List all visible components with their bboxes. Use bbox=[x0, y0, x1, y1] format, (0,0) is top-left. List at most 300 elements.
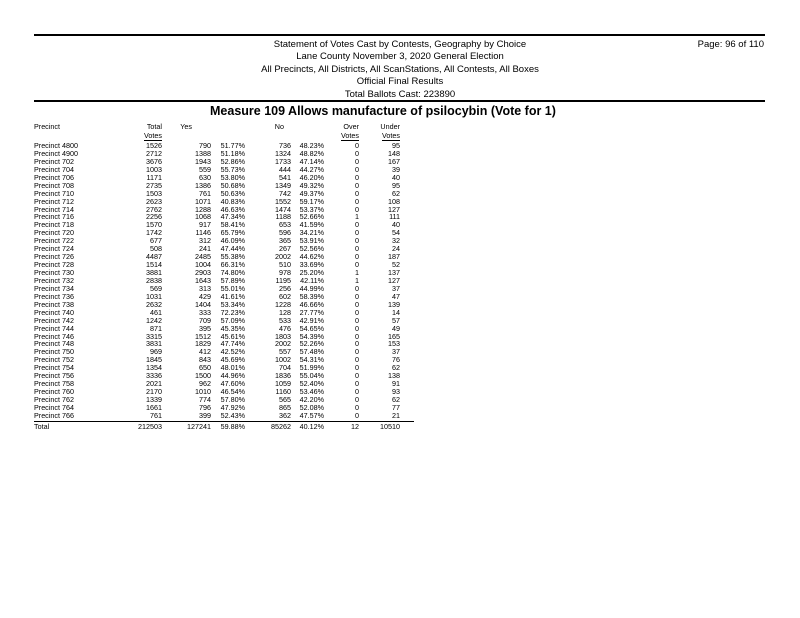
cell-yes-pct: 51.77% bbox=[220, 141, 245, 150]
cell-no-pct: 53.46% bbox=[299, 387, 324, 397]
cell-total: 2735 bbox=[146, 180, 162, 190]
cell-precinct: Precinct 744 bbox=[34, 323, 74, 333]
cell-yes-pct: 58.41% bbox=[220, 220, 245, 230]
cell-yes: 1068 bbox=[195, 212, 211, 222]
results-table bbox=[34, 120, 414, 431]
cell-yes-pct: 52.86% bbox=[220, 156, 245, 166]
cell-yes: 709 bbox=[199, 315, 211, 325]
cell-over: 0 bbox=[355, 339, 359, 349]
cell-total: 2256 bbox=[146, 212, 162, 222]
cell-under: 187 bbox=[388, 252, 400, 262]
cell-over: 0 bbox=[355, 410, 359, 420]
cell-yes-pct: 42.52% bbox=[220, 347, 245, 357]
cell-total: 1339 bbox=[146, 395, 162, 404]
cell-over: 0 bbox=[355, 196, 359, 206]
cell-total: 3315 bbox=[146, 331, 162, 341]
cell-no: 1836 bbox=[275, 371, 291, 381]
cell-no-pct: 25.20% bbox=[299, 268, 324, 277]
cell-no-pct: 47.14% bbox=[299, 156, 324, 166]
cell-over: 1 bbox=[355, 275, 359, 285]
cell-no-pct: 42.11% bbox=[300, 275, 324, 285]
cell-precinct: Precinct 4800 bbox=[34, 141, 78, 150]
total-ballots: Total Ballots Cast: 223890 bbox=[344, 88, 456, 100]
cell-under: 137 bbox=[388, 268, 400, 277]
cell-total: 1514 bbox=[146, 260, 162, 270]
cell-precinct: Precinct 710 bbox=[34, 188, 74, 198]
cell-no-pct: 54.65% bbox=[299, 323, 324, 333]
cell-under: 76 bbox=[392, 355, 400, 365]
cell-yes: 399 bbox=[199, 410, 211, 420]
cell-over: 0 bbox=[355, 156, 359, 166]
cell-no-pct: 49.32% bbox=[299, 180, 324, 190]
cell-yes-pct: 47.74% bbox=[220, 339, 245, 349]
cell-yes: 1010 bbox=[195, 387, 211, 397]
cell-yes: 395 bbox=[199, 323, 211, 333]
cell-no-pct: 33.69% bbox=[299, 260, 324, 270]
cell-yes: 1388 bbox=[195, 148, 211, 158]
cell-yes: 1500 bbox=[195, 371, 211, 381]
cell-precinct: Precinct 702 bbox=[34, 156, 74, 166]
page-number: Page: 96 of 110 bbox=[697, 39, 764, 50]
col-over-line2: Votes bbox=[341, 131, 359, 140]
cell-no-pct: 57.48% bbox=[299, 347, 324, 357]
cell-no: 1324 bbox=[275, 148, 291, 158]
cell-yes: 790 bbox=[199, 141, 211, 150]
cell-total: 4487 bbox=[146, 252, 162, 262]
cell-over: 0 bbox=[355, 236, 359, 246]
cell-yes: 843 bbox=[199, 355, 211, 365]
cell-no-pct: 46.66% bbox=[299, 299, 324, 309]
cell-yes: 796 bbox=[199, 402, 211, 412]
cell-no-pct: 42.91% bbox=[299, 315, 324, 325]
table-header bbox=[34, 120, 414, 142]
cell-no: 704 bbox=[279, 363, 291, 373]
cell-total: 2838 bbox=[146, 275, 162, 285]
cell-precinct: Precinct 746 bbox=[34, 331, 74, 341]
cell-yes: 962 bbox=[199, 379, 211, 389]
cell-over: 0 bbox=[355, 371, 359, 381]
contest-title: Measure 109 Allows manufacture of psilocybin (Vote for 1) bbox=[210, 104, 556, 118]
cell-no-pct: 44.62% bbox=[299, 252, 324, 262]
cell-yes: 1829 bbox=[195, 339, 211, 349]
cell-precinct: Precinct 762 bbox=[34, 395, 74, 404]
cell-total: 508 bbox=[150, 244, 162, 254]
cell-no: 736 bbox=[279, 141, 291, 150]
cell-no-pct: 47.57% bbox=[299, 410, 324, 420]
cell-no: 256 bbox=[279, 283, 291, 293]
cell-no: 510 bbox=[279, 260, 291, 270]
cell-under: 62 bbox=[392, 188, 400, 198]
cell-over: 0 bbox=[355, 402, 359, 412]
cell-total: 2762 bbox=[146, 204, 162, 214]
total-under: 10510 bbox=[380, 421, 400, 431]
cell-yes: 1004 bbox=[195, 260, 211, 270]
cell-no: 1803 bbox=[275, 331, 291, 341]
cell-yes: 333 bbox=[199, 307, 211, 317]
cell-total: 871 bbox=[150, 323, 162, 333]
cell-under: 95 bbox=[392, 141, 400, 150]
cell-under: 62 bbox=[392, 395, 400, 404]
cell-over: 0 bbox=[355, 323, 359, 333]
cell-no: 742 bbox=[279, 188, 291, 198]
cell-yes: 2485 bbox=[195, 252, 211, 262]
cell-no-pct: 55.04% bbox=[299, 371, 324, 381]
cell-precinct: Precinct 750 bbox=[34, 347, 74, 357]
cell-yes-pct: 55.38% bbox=[220, 252, 245, 262]
cell-under: 32 bbox=[392, 236, 400, 246]
cell-over: 0 bbox=[355, 180, 359, 190]
cell-over: 0 bbox=[355, 164, 359, 174]
cell-yes: 313 bbox=[199, 283, 211, 293]
header-rule bbox=[34, 100, 765, 102]
cell-precinct: Precinct 732 bbox=[34, 275, 74, 285]
cell-under: 24 bbox=[392, 244, 400, 254]
cell-under: 62 bbox=[392, 363, 400, 373]
cell-no-pct: 27.77% bbox=[299, 307, 324, 317]
cell-yes: 559 bbox=[199, 164, 211, 174]
cell-no: 565 bbox=[279, 395, 291, 404]
cell-total: 677 bbox=[150, 236, 162, 246]
cell-under: 148 bbox=[388, 148, 400, 158]
cell-over: 0 bbox=[355, 228, 359, 238]
cell-yes: 1404 bbox=[195, 299, 211, 309]
cell-under: 127 bbox=[388, 204, 400, 214]
cell-no-pct: 42.20% bbox=[299, 395, 324, 404]
cell-under: 52 bbox=[392, 260, 400, 270]
cell-total: 2170 bbox=[146, 387, 162, 397]
cell-yes-pct: 53.34% bbox=[220, 299, 245, 309]
cell-no-pct: 52.56% bbox=[299, 244, 324, 254]
cell-over: 0 bbox=[355, 331, 359, 341]
cell-over: 0 bbox=[355, 379, 359, 389]
cell-no: 444 bbox=[279, 164, 291, 174]
cell-precinct: Precinct 758 bbox=[34, 379, 74, 389]
cell-over: 0 bbox=[355, 260, 359, 270]
cell-under: 93 bbox=[392, 387, 400, 397]
cell-no: 602 bbox=[279, 291, 291, 301]
cell-total: 1003 bbox=[146, 164, 162, 174]
cell-yes: 630 bbox=[199, 172, 211, 182]
cell-yes: 650 bbox=[199, 363, 211, 373]
cell-yes: 1512 bbox=[195, 331, 211, 341]
cell-yes: 1643 bbox=[195, 275, 211, 285]
cell-total: 1661 bbox=[146, 402, 162, 412]
cell-under: 37 bbox=[392, 347, 400, 357]
cell-under: 95 bbox=[392, 180, 400, 190]
cell-total: 969 bbox=[150, 347, 162, 357]
cell-no: 1552 bbox=[275, 196, 291, 206]
cell-over: 0 bbox=[355, 244, 359, 254]
col-total-line1: Total bbox=[146, 122, 162, 131]
cell-under: 138 bbox=[388, 371, 400, 381]
cell-under: 40 bbox=[392, 172, 400, 182]
cell-yes-pct: 55.01% bbox=[220, 283, 245, 293]
cell-precinct: Precinct 4900 bbox=[34, 148, 78, 158]
cell-precinct: Precinct 726 bbox=[34, 252, 74, 262]
cell-yes: 761 bbox=[199, 188, 211, 198]
cell-no: 1002 bbox=[275, 355, 291, 365]
total-over: 12 bbox=[351, 421, 359, 431]
total-votes: 212503 bbox=[138, 421, 162, 431]
cell-no: 865 bbox=[279, 402, 291, 412]
cell-under: 111 bbox=[389, 212, 400, 222]
cell-under: 54 bbox=[392, 228, 400, 238]
cell-yes-pct: 45.69% bbox=[220, 355, 245, 365]
col-under-line1: Under bbox=[380, 122, 400, 131]
cell-yes-pct: 74.80% bbox=[220, 268, 245, 277]
cell-no-pct: 54.31% bbox=[299, 355, 324, 365]
total-no: 85262 bbox=[271, 421, 291, 431]
cell-precinct: Precinct 752 bbox=[34, 355, 74, 365]
cell-yes-pct: 66.31% bbox=[220, 260, 245, 270]
cell-no: 533 bbox=[279, 315, 291, 325]
report-title: Statement of Votes Cast by Contests, Geography by Choice bbox=[273, 39, 527, 50]
cell-no: 596 bbox=[279, 228, 291, 238]
cell-over: 0 bbox=[355, 204, 359, 214]
cell-yes-pct: 47.34% bbox=[220, 212, 245, 222]
cell-yes-pct: 45.61% bbox=[220, 331, 245, 341]
cell-no-pct: 49.37% bbox=[299, 188, 324, 198]
cell-no-pct: 52.66% bbox=[299, 212, 324, 222]
cell-total: 2632 bbox=[146, 299, 162, 309]
cell-yes: 1146 bbox=[195, 228, 211, 238]
results-status: Official Final Results bbox=[356, 76, 444, 88]
cell-no-pct: 51.99% bbox=[299, 363, 324, 373]
cell-under: 21 bbox=[392, 410, 400, 420]
cell-no: 1188 bbox=[275, 212, 291, 222]
cell-total: 1845 bbox=[146, 355, 162, 365]
cell-precinct: Precinct 720 bbox=[34, 228, 74, 238]
cell-precinct: Precinct 708 bbox=[34, 180, 74, 190]
cell-yes-pct: 47.92% bbox=[220, 402, 245, 412]
total-no-pct: 40.12% bbox=[299, 421, 324, 431]
cell-yes: 429 bbox=[199, 291, 211, 301]
cell-under: 108 bbox=[388, 196, 400, 206]
cell-no-pct: 34.21% bbox=[299, 228, 324, 238]
cell-yes: 1943 bbox=[195, 156, 211, 166]
total-yes: 127241 bbox=[187, 421, 211, 431]
cell-no: 362 bbox=[279, 410, 291, 420]
cell-no: 1733 bbox=[275, 156, 291, 166]
cell-no-pct: 52.26% bbox=[299, 339, 324, 349]
cell-under: 139 bbox=[388, 299, 400, 309]
cell-over: 0 bbox=[355, 387, 359, 397]
cell-yes-pct: 47.60% bbox=[220, 379, 245, 389]
cell-precinct: Precinct 728 bbox=[34, 260, 74, 270]
cell-no: 2002 bbox=[275, 252, 291, 262]
cell-yes: 2903 bbox=[195, 268, 211, 277]
cell-precinct: Precinct 740 bbox=[34, 307, 74, 317]
cell-precinct: Precinct 736 bbox=[34, 291, 74, 301]
cell-no: 1160 bbox=[275, 387, 291, 397]
cell-precinct: Precinct 714 bbox=[34, 204, 74, 214]
cell-precinct: Precinct 724 bbox=[34, 244, 74, 254]
cell-no-pct: 52.40% bbox=[299, 379, 324, 389]
cell-no-pct: 54.39% bbox=[299, 331, 324, 341]
cell-yes-pct: 41.61% bbox=[220, 291, 245, 301]
cell-precinct: Precinct 716 bbox=[34, 212, 74, 222]
cell-yes-pct: 57.09% bbox=[220, 315, 245, 325]
cell-over: 0 bbox=[355, 141, 359, 150]
table-body bbox=[34, 142, 414, 420]
cell-yes-pct: 57.80% bbox=[220, 395, 245, 404]
cell-over: 0 bbox=[355, 363, 359, 373]
cell-precinct: Precinct 742 bbox=[34, 315, 74, 325]
cell-no: 1195 bbox=[275, 275, 291, 285]
col-total-line2: Votes bbox=[144, 131, 162, 140]
col-under-line2: Votes bbox=[382, 131, 400, 140]
cell-yes: 312 bbox=[199, 236, 211, 246]
cell-no-pct: 58.39% bbox=[299, 291, 324, 301]
cell-no-pct: 53.91% bbox=[299, 236, 324, 246]
cell-under: 153 bbox=[388, 339, 400, 349]
cell-no: 1059 bbox=[275, 379, 291, 389]
cell-yes-pct: 46.54% bbox=[220, 387, 245, 397]
cell-no: 653 bbox=[279, 220, 291, 230]
cell-no: 365 bbox=[279, 236, 291, 246]
cell-precinct: Precinct 722 bbox=[34, 236, 74, 246]
cell-yes-pct: 44.96% bbox=[220, 371, 245, 381]
cell-precinct: Precinct 718 bbox=[34, 220, 74, 230]
cell-no-pct: 48.82% bbox=[299, 148, 324, 158]
cell-over: 0 bbox=[355, 307, 359, 317]
cell-yes-pct: 65.79% bbox=[220, 228, 245, 238]
cell-under: 49 bbox=[392, 323, 400, 333]
cell-over: 1 bbox=[355, 212, 359, 222]
cell-over: 0 bbox=[355, 252, 359, 262]
cell-yes-pct: 45.35% bbox=[220, 323, 245, 333]
cell-total: 1570 bbox=[146, 220, 162, 230]
col-over-line1: Over bbox=[343, 122, 359, 131]
cell-precinct: Precinct 748 bbox=[34, 339, 74, 349]
top-rule bbox=[34, 34, 765, 36]
cell-yes: 412 bbox=[199, 347, 211, 357]
cell-over: 0 bbox=[355, 188, 359, 198]
col-no: No bbox=[274, 122, 284, 131]
cell-over: 0 bbox=[355, 299, 359, 309]
cell-yes: 1288 bbox=[195, 204, 211, 214]
report-scope: All Precincts, All Districts, All ScanStations, All Contests, All Boxes bbox=[261, 63, 539, 75]
cell-under: 14 bbox=[392, 307, 400, 317]
cell-under: 77 bbox=[392, 402, 400, 412]
cell-no: 978 bbox=[279, 268, 291, 277]
cell-total: 1503 bbox=[146, 188, 162, 198]
cell-precinct: Precinct 738 bbox=[34, 299, 74, 309]
cell-total: 2712 bbox=[146, 148, 162, 158]
cell-no: 128 bbox=[279, 307, 291, 317]
cell-total: 2623 bbox=[146, 196, 162, 206]
cell-no: 1349 bbox=[275, 180, 291, 190]
col-yes: Yes bbox=[180, 122, 192, 131]
cell-yes-pct: 51.18% bbox=[220, 148, 245, 158]
cell-no: 541 bbox=[279, 172, 291, 182]
cell-over: 0 bbox=[355, 283, 359, 293]
cell-yes: 1386 bbox=[195, 180, 211, 190]
total-label: Total bbox=[34, 421, 50, 431]
cell-total: 1171 bbox=[146, 172, 162, 182]
cell-over: 0 bbox=[355, 291, 359, 301]
table-row bbox=[34, 412, 414, 420]
cell-no-pct: 41.59% bbox=[299, 220, 324, 230]
cell-yes-pct: 46.63% bbox=[220, 204, 245, 214]
cell-precinct: Precinct 706 bbox=[34, 172, 74, 182]
cell-under: 40 bbox=[392, 220, 400, 230]
cell-yes-pct: 50.63% bbox=[220, 188, 245, 198]
cell-no-pct: 52.08% bbox=[299, 402, 324, 412]
cell-under: 91 bbox=[392, 379, 400, 389]
election-name: Lane County November 3, 2020 General Election bbox=[296, 51, 504, 63]
cell-under: 167 bbox=[388, 156, 400, 166]
cell-yes-pct: 52.43% bbox=[220, 410, 245, 420]
cell-no-pct: 59.17% bbox=[299, 196, 324, 206]
cell-total: 1354 bbox=[146, 363, 162, 373]
cell-total: 3881 bbox=[146, 268, 162, 277]
cell-no-pct: 44.27% bbox=[299, 164, 324, 174]
cell-no-pct: 53.37% bbox=[299, 204, 324, 214]
cell-yes: 241 bbox=[199, 244, 211, 254]
cell-yes-pct: 72.23% bbox=[220, 307, 245, 317]
cell-precinct: Precinct 754 bbox=[34, 363, 74, 373]
cell-precinct: Precinct 760 bbox=[34, 387, 74, 397]
cell-over: 0 bbox=[355, 220, 359, 230]
cell-total: 3831 bbox=[146, 339, 162, 349]
cell-no: 267 bbox=[279, 244, 291, 254]
cell-precinct: Precinct 730 bbox=[34, 268, 74, 277]
cell-total: 3336 bbox=[146, 371, 162, 381]
cell-over: 0 bbox=[355, 148, 359, 158]
cell-yes-pct: 46.09% bbox=[220, 236, 245, 246]
cell-total: 1526 bbox=[146, 141, 162, 150]
cell-no-pct: 46.20% bbox=[299, 172, 324, 182]
cell-yes-pct: 40.83% bbox=[220, 196, 245, 206]
cell-under: 39 bbox=[392, 164, 400, 174]
cell-total: 3676 bbox=[146, 156, 162, 166]
cell-over: 1 bbox=[355, 268, 359, 277]
cell-no: 557 bbox=[279, 347, 291, 357]
cell-total: 569 bbox=[150, 283, 162, 293]
cell-total: 2021 bbox=[146, 379, 162, 389]
cell-yes-pct: 50.68% bbox=[220, 180, 245, 190]
cell-yes-pct: 48.01% bbox=[220, 363, 245, 373]
cell-over: 0 bbox=[355, 355, 359, 365]
cell-under: 47 bbox=[392, 291, 400, 301]
col-precinct: Precinct bbox=[34, 122, 60, 131]
cell-yes-pct: 53.80% bbox=[220, 172, 245, 182]
cell-total: 761 bbox=[150, 410, 162, 420]
cell-under: 165 bbox=[388, 331, 400, 341]
cell-precinct: Precinct 764 bbox=[34, 402, 74, 412]
cell-yes: 1071 bbox=[195, 196, 211, 206]
cell-total: 461 bbox=[150, 307, 162, 317]
cell-precinct: Precinct 704 bbox=[34, 164, 74, 174]
cell-no-pct: 44.99% bbox=[299, 283, 324, 293]
cell-precinct: Precinct 766 bbox=[34, 410, 74, 420]
cell-total: 1742 bbox=[146, 228, 162, 238]
report-header bbox=[0, 39, 800, 101]
cell-no: 1228 bbox=[275, 299, 291, 309]
cell-yes-pct: 55.73% bbox=[220, 164, 245, 174]
cell-over: 0 bbox=[355, 395, 359, 404]
cell-total: 1242 bbox=[146, 315, 162, 325]
cell-over: 0 bbox=[355, 172, 359, 182]
cell-under: 57 bbox=[392, 315, 400, 325]
cell-yes-pct: 57.89% bbox=[220, 275, 245, 285]
cell-no: 476 bbox=[279, 323, 291, 333]
cell-total: 1031 bbox=[146, 291, 162, 301]
cell-no: 2002 bbox=[275, 339, 291, 349]
cell-precinct: Precinct 734 bbox=[34, 283, 74, 293]
total-row bbox=[34, 423, 414, 431]
